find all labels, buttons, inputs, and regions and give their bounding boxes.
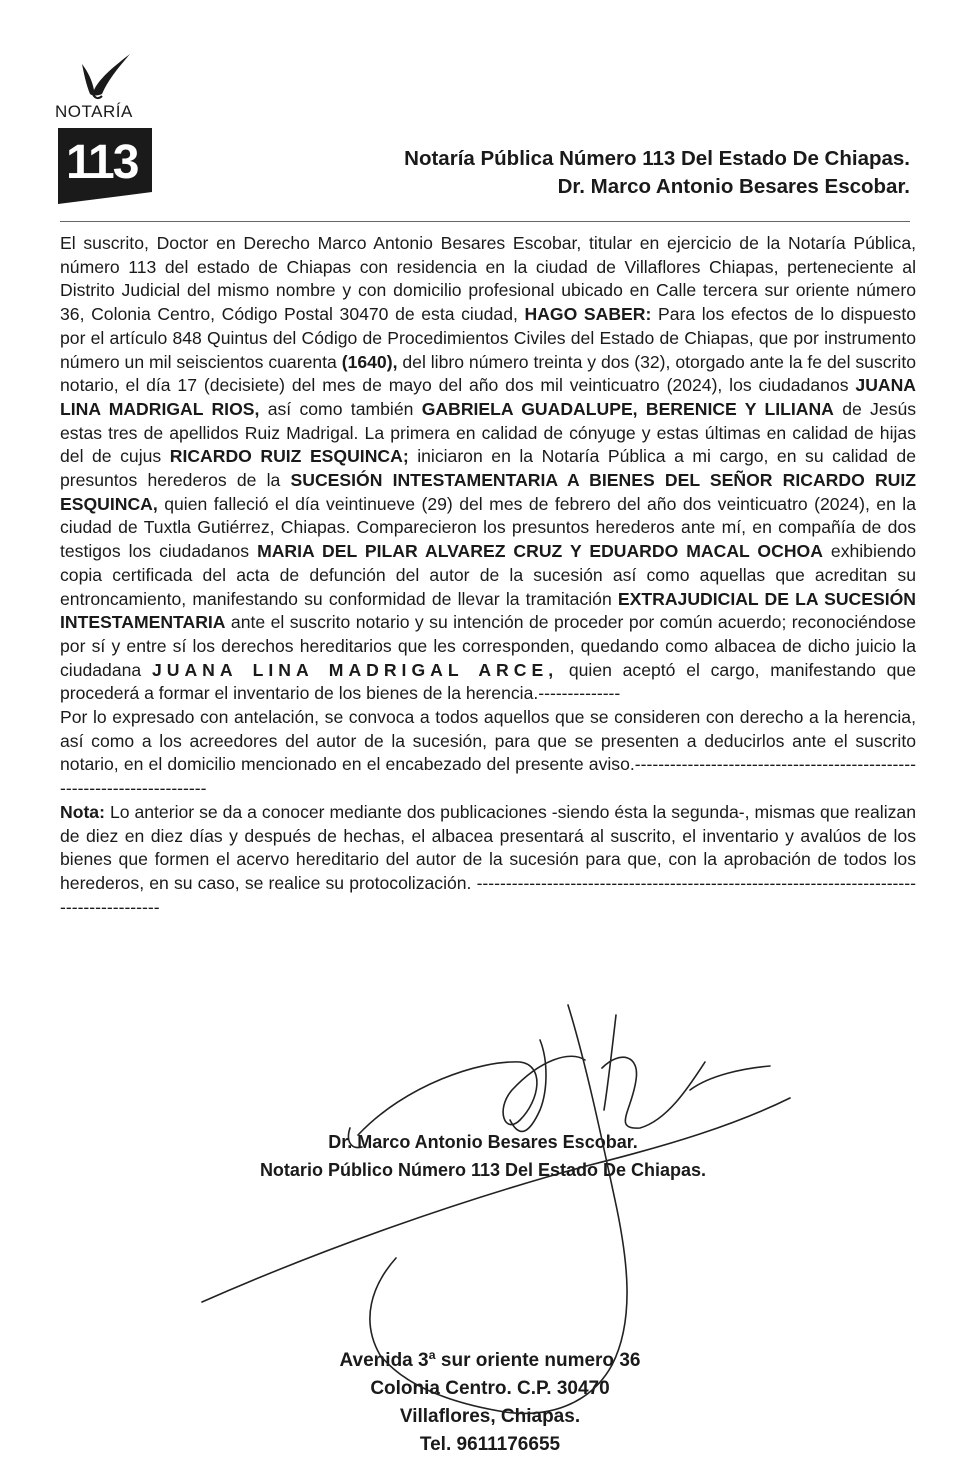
note-text: Lo anterior se da a conocer mediante dos publicaciones -siendo ésta la segunda-, mismas que realizan de diez en diez días y después de hechas, el albacea presentará al suscrito, el inventario y avalúos de los bienes que formen el acervo hereditario del autor de la sucesión para que, con la aprobación de todos los herederos, en su caso, se realice su protocolización. -------------------------------------------------------------------------------------------- <box>60 801 916 917</box>
body-text: quien falleció el día veintinueve (29) del mes de febrero del año dos veinticuatro (2024), en la ciudad de Tuxtla Gutiérrez, Chiapas. Comparecieron los presuntos herederos ante mí, en compañía de dos testigos los ciudadanos <box>60 493 917 562</box>
signature-block <box>0 1128 966 1184</box>
deceased-name: RICARDO RUIZ ESQUINCA; <box>169 446 409 467</box>
heir-names-daughters: GABRIELA GUADALUPE, BERENICE Y LILIANA <box>421 398 834 419</box>
body-text: ante el suscrito notario y su intención de proceder por común acuerdo; reconociéndose por sí y entre sí los derechos hereditarios que les corresponden, quedando como albacea de dicho juicio la ciudadana <box>60 612 916 680</box>
header-divider <box>60 221 910 222</box>
notary-header <box>404 145 910 201</box>
notice-paragraph-note <box>60 801 916 920</box>
signatory-name: Dr. Marco Antonio Besares Escobar. <box>328 1132 638 1152</box>
signatory-title: Notario Público Número 113 Del Estado De Chiapas. <box>259 1160 707 1180</box>
body-text: así como también <box>267 398 414 419</box>
body-text: El suscrito, Doctor en Derecho Marco Antonio Besares Escobar, titular en ejercicio de la Notaría Pública, número 113 del estado de Chiapas con residencia en la ciudad de Villaflores Chiapas, perteneciente al Distrito Judicial del mismo nombre y con domicilio profesional ubicado en Calle tercera sur oriente número 36, Colonia Centro, Código Postal 30470 de esta ciudad, <box>60 233 916 325</box>
address-city: Villaflores, Chiapas. <box>399 1406 581 1427</box>
heir-name-spouse: JUANA LINA MADRIGAL RIOS, <box>60 375 917 419</box>
hago-saber-label: HAGO SABER: <box>524 304 652 325</box>
body-text: iniciaron en la Notaría Pública a mi cargo, en su calidad de presuntos herederos de la <box>60 446 917 491</box>
address-colonia: Colonia Centro. C.P. 30470 <box>370 1378 610 1399</box>
body-text: quien aceptó el cargo, manifestando que procederá a formar el inventario de los bienes de la herencia.-------------- <box>60 659 916 704</box>
notary-address <box>0 1347 966 1459</box>
witness-names: MARIA DEL PILAR ALVAREZ CRUZ Y EDUARDO MACAL OCHOA <box>257 541 823 562</box>
notaria-113-logo <box>52 42 162 212</box>
svg-text:NOTARÍA: NOTARÍA <box>55 102 133 121</box>
executor-name: JUANA LINA MADRIGAL ARCE, <box>151 659 559 680</box>
notice-paragraph-main <box>60 232 916 706</box>
body-text: Para los efectos de lo dispuesto por el artículo 848 Quintus del Código de Procedimientos Civiles del Estado de Chiapas, que por instrumento número un mil seiscientos cuarenta <box>60 304 916 372</box>
body-text: de Jesús estas tres de apellidos Ruiz Madrigal. La primera en calidad de cónyuge y estas últimas en calidad de hijas del de cujus <box>60 398 917 467</box>
succession-title: SUCESIÓN INTESTAMENTARIA A BIENES DEL SEÑOR RICARDO RUIZ ESQUINCA, <box>60 470 917 514</box>
logo-graphic <box>52 42 162 212</box>
note-label: Nota: <box>60 801 105 822</box>
extrajudicial-label: EXTRAJUDICIAL DE LA SUCESIÓN INTESTAMENTARIA <box>60 588 916 633</box>
body-text: del libro número treinta y dos (32), otorgado ante la fe del suscrito notario, el día 17 (decisiete) del mes de mayo del año dos mil veinticuatro (2024), los ciudadanos <box>60 351 916 396</box>
svg-text:113: 113 <box>66 136 138 189</box>
body-text: exhibiendo copia certificada del acta de defunción del autor de la sucesión así como aquellas que acreditan su entroncamiento, manifestando su conformidad de llevar la tramitación <box>60 541 917 609</box>
header-line-2: Dr. Marco Antonio Besares Escobar. <box>557 175 910 198</box>
notice-paragraph-convocation: Por lo expresado con antelación, se convoca a todos aquellos que se consideren con derecho a la herencia, así como a los acreedores del autor de la sucesión, para que se presenten a deducirlos ante el suscrito notario, en el domicilio mencionado en el encabezado del presente aviso.------------------------------------------------------------------------- <box>60 707 916 799</box>
address-street: Avenida 3ª sur oriente numero 36 <box>339 1350 641 1371</box>
header-line-1: Notaría Pública Número 113 Del Estado De Chiapas. <box>404 147 910 170</box>
notice-body <box>60 232 916 919</box>
address-phone: Tel. 9611176655 <box>419 1434 561 1455</box>
instrument-number: (1640), <box>341 351 398 372</box>
